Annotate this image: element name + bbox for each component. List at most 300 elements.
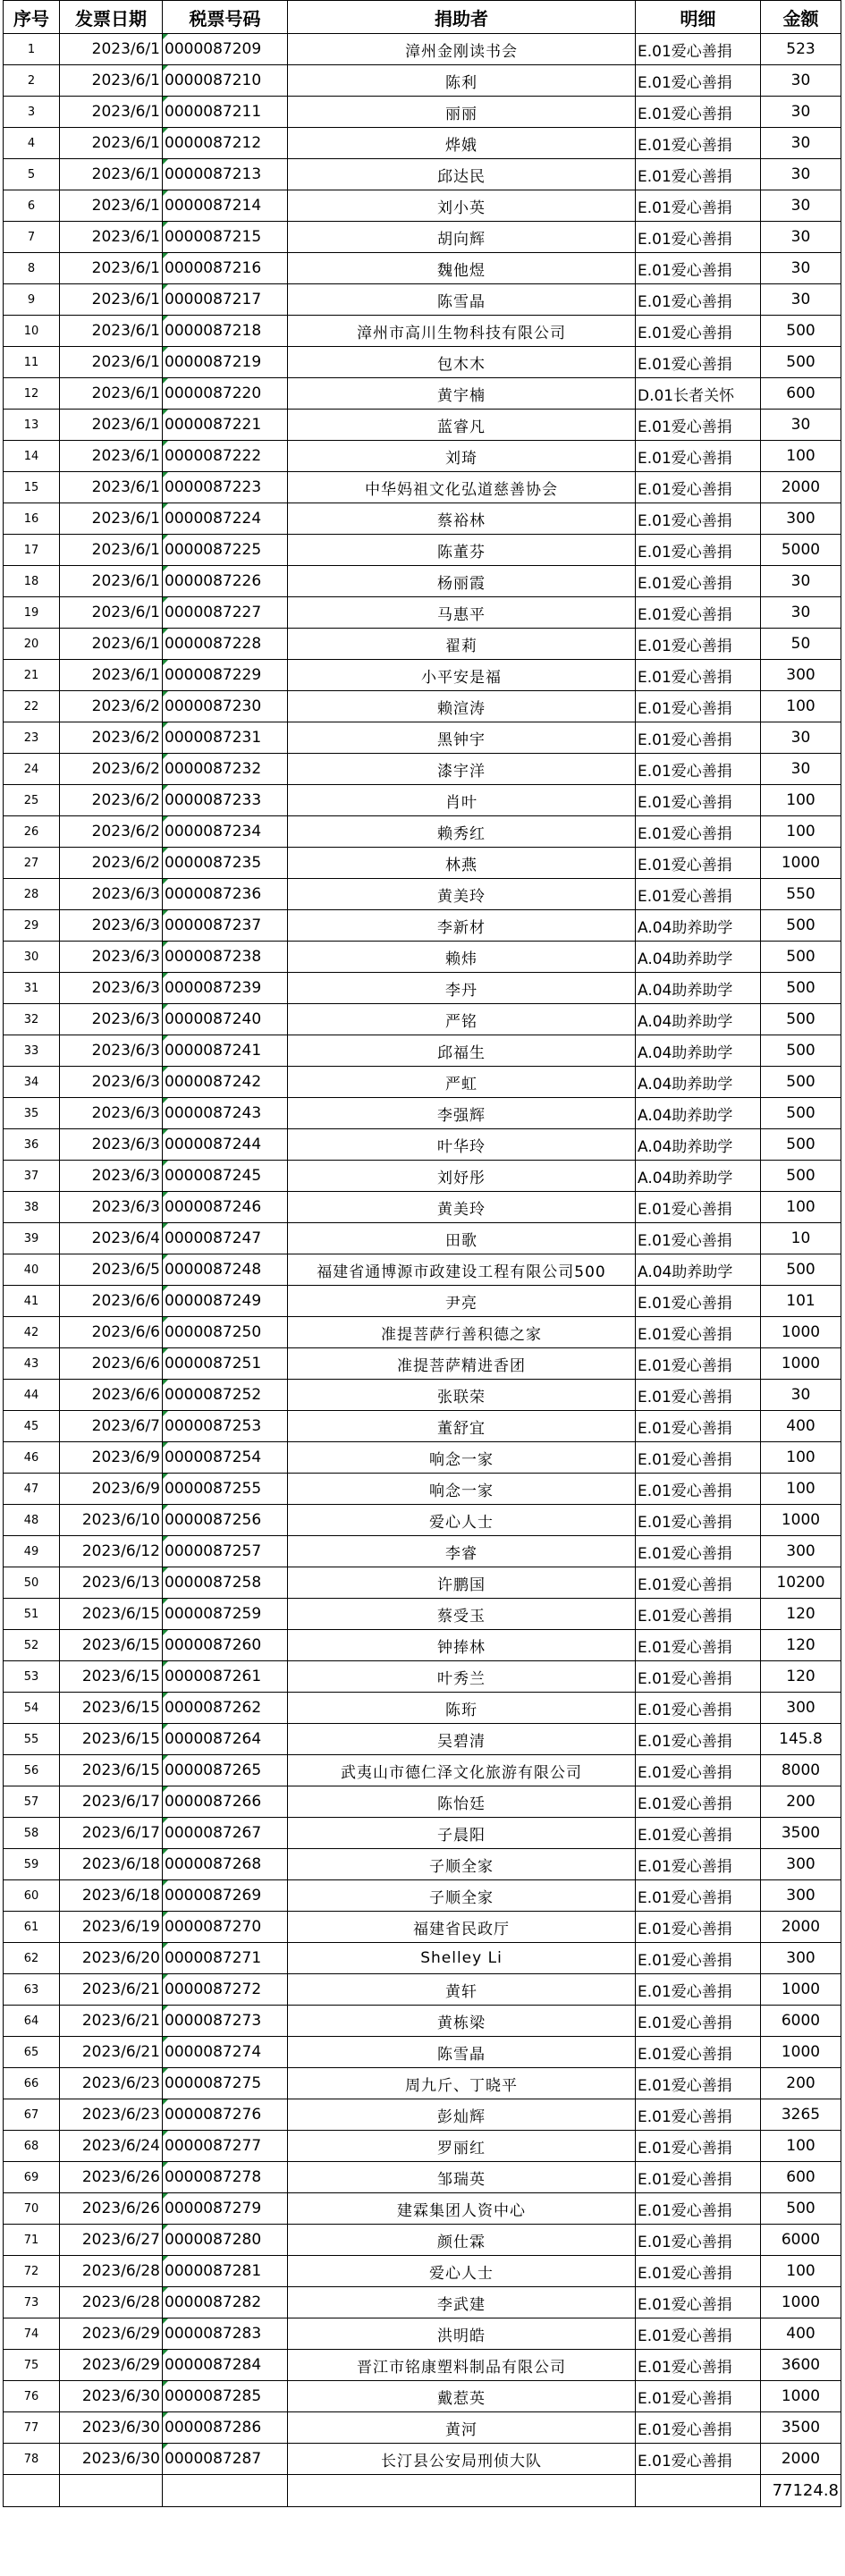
cell-ticket-number: 0000087250 [163, 1317, 288, 1348]
table-row [4, 128, 841, 159]
cell-donor: 田歌 [288, 1223, 636, 1254]
table-row [4, 159, 841, 190]
cell-donor: 罗丽红 [288, 2131, 636, 2162]
cell-amount: 600 [761, 2162, 841, 2193]
cell-amount: 500 [761, 1254, 841, 1286]
table-row [4, 535, 841, 566]
cell-seq: 70 [4, 2193, 60, 2225]
cell-seq: 50 [4, 1567, 60, 1599]
cell-invoice-date: 2023/6/3 [60, 1067, 163, 1098]
cell-detail: E.01爱心善捐 [636, 222, 761, 253]
cell-ticket-number: 0000087219 [163, 347, 288, 378]
cell-invoice-date: 2023/6/3 [60, 1161, 163, 1192]
cell-ticket-number: 0000087280 [163, 2225, 288, 2256]
cell-ticket-number: 0000087252 [163, 1380, 288, 1411]
table-header [4, 1, 841, 34]
cell-detail: E.01爱心善捐 [636, 1849, 761, 1880]
cell-donor: 马惠平 [288, 597, 636, 629]
cell-amount: 500 [761, 2193, 841, 2225]
cell-ticket-number: 0000087255 [163, 1474, 288, 1505]
table-row [4, 2318, 841, 2350]
cell-ticket-number: 0000087287 [163, 2444, 288, 2475]
cell-invoice-date: 2023/6/2 [60, 722, 163, 754]
total-empty-cell [60, 2475, 163, 2507]
cell-amount: 200 [761, 2068, 841, 2099]
cell-donor: 颜仕霖 [288, 2225, 636, 2256]
cell-seq: 76 [4, 2381, 60, 2412]
cell-invoice-date: 2023/6/21 [60, 1974, 163, 2006]
cell-ticket-number: 0000087231 [163, 722, 288, 754]
cell-donor: 邱达民 [288, 159, 636, 190]
cell-ticket-number: 0000087229 [163, 660, 288, 691]
table-row [4, 2162, 841, 2193]
cell-ticket-number: 0000087267 [163, 1818, 288, 1849]
cell-ticket-number: 0000087233 [163, 785, 288, 816]
cell-ticket-number: 0000087284 [163, 2350, 288, 2381]
header-seq: 序号 [4, 1, 60, 34]
cell-invoice-date: 2023/6/15 [60, 1755, 163, 1786]
cell-donor: 准提菩萨行善积德之家 [288, 1317, 636, 1348]
cell-amount: 500 [761, 347, 841, 378]
cell-donor: 黄宇楠 [288, 378, 636, 410]
cell-invoice-date: 2023/6/6 [60, 1286, 163, 1317]
table-row [4, 1912, 841, 1943]
cell-amount: 500 [761, 910, 841, 942]
cell-detail: E.01爱心善捐 [636, 316, 761, 347]
table-row [4, 1348, 841, 1380]
cell-amount: 2000 [761, 2444, 841, 2475]
cell-amount: 120 [761, 1661, 841, 1693]
cell-seq: 67 [4, 2099, 60, 2131]
cell-amount: 30 [761, 159, 841, 190]
cell-donor: 黄美玲 [288, 879, 636, 910]
table-row [4, 2037, 841, 2068]
cell-detail: E.01爱心善捐 [636, 1505, 761, 1536]
cell-seq: 41 [4, 1286, 60, 1317]
cell-amount: 300 [761, 1693, 841, 1724]
cell-invoice-date: 2023/6/6 [60, 1317, 163, 1348]
cell-detail: A.04助养助学 [636, 973, 761, 1004]
table-row [4, 597, 841, 629]
cell-donor: 丽丽 [288, 97, 636, 128]
cell-invoice-date: 2023/6/13 [60, 1567, 163, 1599]
cell-invoice-date: 2023/6/9 [60, 1474, 163, 1505]
table-row [4, 1536, 841, 1567]
table-row [4, 722, 841, 754]
cell-detail: E.01爱心善捐 [636, 2350, 761, 2381]
cell-seq: 38 [4, 1192, 60, 1223]
cell-detail: E.01爱心善捐 [636, 1724, 761, 1755]
cell-donor: 洪明皓 [288, 2318, 636, 2350]
cell-seq: 44 [4, 1380, 60, 1411]
cell-donor: 尹亮 [288, 1286, 636, 1317]
cell-invoice-date: 2023/6/2 [60, 754, 163, 785]
cell-detail: E.01爱心善捐 [636, 879, 761, 910]
cell-seq: 51 [4, 1599, 60, 1630]
cell-invoice-date: 2023/6/1 [60, 347, 163, 378]
cell-detail: E.01爱心善捐 [636, 2162, 761, 2193]
cell-donor: 黄轩 [288, 1974, 636, 2006]
cell-ticket-number: 0000087240 [163, 1004, 288, 1035]
cell-donor: 魏他煜 [288, 253, 636, 284]
cell-detail: E.01爱心善捐 [636, 566, 761, 597]
table-footer [4, 2475, 841, 2507]
table-row [4, 2256, 841, 2287]
cell-seq: 14 [4, 441, 60, 472]
cell-ticket-number: 0000087228 [163, 629, 288, 660]
table-row [4, 2006, 841, 2037]
cell-detail: E.01爱心善捐 [636, 347, 761, 378]
cell-seq: 36 [4, 1129, 60, 1161]
cell-invoice-date: 2023/6/28 [60, 2256, 163, 2287]
cell-donor: 福建省民政厅 [288, 1912, 636, 1943]
cell-seq: 55 [4, 1724, 60, 1755]
cell-amount: 2000 [761, 1912, 841, 1943]
cell-invoice-date: 2023/6/15 [60, 1630, 163, 1661]
table-row [4, 566, 841, 597]
cell-donor: 李武建 [288, 2287, 636, 2318]
cell-detail: E.01爱心善捐 [636, 2131, 761, 2162]
table-row [4, 441, 841, 472]
cell-ticket-number: 0000087214 [163, 190, 288, 222]
cell-detail: A.04助养助学 [636, 1161, 761, 1192]
table-row [4, 2099, 841, 2131]
table-row [4, 629, 841, 660]
cell-donor: Shelley Li [288, 1943, 636, 1974]
cell-amount: 600 [761, 378, 841, 410]
cell-donor: 李强辉 [288, 1098, 636, 1129]
cell-amount: 2000 [761, 472, 841, 503]
cell-donor: 胡向辉 [288, 222, 636, 253]
cell-amount: 500 [761, 942, 841, 973]
table-row [4, 2131, 841, 2162]
cell-donor: 邹瑞英 [288, 2162, 636, 2193]
table-row [4, 848, 841, 879]
cell-amount: 100 [761, 1474, 841, 1505]
table-row [4, 2225, 841, 2256]
cell-donor: 蓝睿凡 [288, 410, 636, 441]
table-row [4, 1786, 841, 1818]
cell-invoice-date: 2023/6/29 [60, 2350, 163, 2381]
cell-invoice-date: 2023/6/30 [60, 2412, 163, 2444]
cell-detail: E.01爱心善捐 [636, 691, 761, 722]
cell-ticket-number: 0000087217 [163, 284, 288, 316]
cell-detail: E.01爱心善捐 [636, 2412, 761, 2444]
cell-detail: E.01爱心善捐 [636, 2381, 761, 2412]
cell-seq: 73 [4, 2287, 60, 2318]
cell-detail: E.01爱心善捐 [636, 754, 761, 785]
cell-invoice-date: 2023/6/15 [60, 1693, 163, 1724]
table-row [4, 1286, 841, 1317]
cell-invoice-date: 2023/6/28 [60, 2287, 163, 2318]
cell-amount: 30 [761, 253, 841, 284]
cell-amount: 1000 [761, 1974, 841, 2006]
cell-detail: E.01爱心善捐 [636, 2225, 761, 2256]
total-empty-cell [636, 2475, 761, 2507]
cell-ticket-number: 0000087227 [163, 597, 288, 629]
cell-donor: 漆宇洋 [288, 754, 636, 785]
cell-detail: E.01爱心善捐 [636, 1348, 761, 1380]
table-row [4, 1129, 841, 1161]
cell-seq: 10 [4, 316, 60, 347]
cell-donor: 刘妤彤 [288, 1161, 636, 1192]
cell-ticket-number: 0000087273 [163, 2006, 288, 2037]
cell-donor: 张联荣 [288, 1380, 636, 1411]
cell-invoice-date: 2023/6/12 [60, 1536, 163, 1567]
table-row [4, 316, 841, 347]
cell-seq: 66 [4, 2068, 60, 2099]
cell-donor: 林燕 [288, 848, 636, 879]
cell-donor: 蔡受玉 [288, 1599, 636, 1630]
cell-invoice-date: 2023/6/21 [60, 2006, 163, 2037]
cell-seq: 26 [4, 816, 60, 848]
cell-seq: 42 [4, 1317, 60, 1348]
cell-invoice-date: 2023/6/15 [60, 1724, 163, 1755]
cell-donor: 爱心人士 [288, 1505, 636, 1536]
cell-amount: 3600 [761, 2350, 841, 2381]
cell-detail: A.04助养助学 [636, 1035, 761, 1067]
cell-ticket-number: 0000087232 [163, 754, 288, 785]
cell-invoice-date: 2023/6/30 [60, 2381, 163, 2412]
cell-donor: 李睿 [288, 1536, 636, 1567]
cell-seq: 9 [4, 284, 60, 316]
cell-seq: 65 [4, 2037, 60, 2068]
table-row [4, 378, 841, 410]
cell-invoice-date: 2023/6/27 [60, 2225, 163, 2256]
cell-donor: 漳州金刚读书会 [288, 34, 636, 65]
cell-detail: E.01爱心善捐 [636, 190, 761, 222]
cell-ticket-number: 0000087225 [163, 535, 288, 566]
cell-amount: 500 [761, 1161, 841, 1192]
cell-amount: 1000 [761, 2287, 841, 2318]
cell-invoice-date: 2023/6/4 [60, 1223, 163, 1254]
cell-invoice-date: 2023/6/1 [60, 597, 163, 629]
cell-donor: 响念一家 [288, 1442, 636, 1474]
cell-detail: A.04助养助学 [636, 942, 761, 973]
cell-detail: E.01爱心善捐 [636, 128, 761, 159]
cell-seq: 69 [4, 2162, 60, 2193]
cell-ticket-number: 0000087282 [163, 2287, 288, 2318]
cell-detail: E.01爱心善捐 [636, 1567, 761, 1599]
cell-ticket-number: 0000087249 [163, 1286, 288, 1317]
cell-seq: 18 [4, 566, 60, 597]
table-row [4, 1411, 841, 1442]
cell-invoice-date: 2023/6/29 [60, 2318, 163, 2350]
cell-detail: E.01爱心善捐 [636, 503, 761, 535]
total-empty-cell [163, 2475, 288, 2507]
cell-invoice-date: 2023/6/10 [60, 1505, 163, 1536]
cell-detail: E.01爱心善捐 [636, 660, 761, 691]
cell-ticket-number: 0000087265 [163, 1755, 288, 1786]
cell-ticket-number: 0000087238 [163, 942, 288, 973]
cell-detail: E.01爱心善捐 [636, 535, 761, 566]
table-row [4, 942, 841, 973]
cell-donor: 刘琦 [288, 441, 636, 472]
cell-invoice-date: 2023/6/23 [60, 2068, 163, 2099]
table-row [4, 1693, 841, 1724]
cell-invoice-date: 2023/6/3 [60, 1035, 163, 1067]
cell-amount: 550 [761, 879, 841, 910]
cell-ticket-number: 0000087261 [163, 1661, 288, 1693]
header-amount: 金额 [761, 1, 841, 34]
cell-detail: E.01爱心善捐 [636, 629, 761, 660]
cell-seq: 1 [4, 34, 60, 65]
table-row [4, 222, 841, 253]
table-row [4, 785, 841, 816]
cell-detail: E.01爱心善捐 [636, 816, 761, 848]
cell-amount: 500 [761, 1004, 841, 1035]
table-row [4, 691, 841, 722]
cell-seq: 57 [4, 1786, 60, 1818]
cell-detail: E.01爱心善捐 [636, 2037, 761, 2068]
cell-ticket-number: 0000087278 [163, 2162, 288, 2193]
cell-detail: E.01爱心善捐 [636, 284, 761, 316]
cell-invoice-date: 2023/6/2 [60, 816, 163, 848]
table-row [4, 816, 841, 848]
table-row [4, 1505, 841, 1536]
cell-seq: 48 [4, 1505, 60, 1536]
cell-amount: 30 [761, 97, 841, 128]
cell-amount: 500 [761, 316, 841, 347]
cell-invoice-date: 2023/6/21 [60, 2037, 163, 2068]
cell-ticket-number: 0000087268 [163, 1849, 288, 1880]
table-row [4, 2381, 841, 2412]
table-row [4, 503, 841, 535]
cell-amount: 100 [761, 1192, 841, 1223]
cell-seq: 39 [4, 1223, 60, 1254]
cell-detail: A.04助养助学 [636, 1067, 761, 1098]
table-row [4, 1317, 841, 1348]
table-row [4, 1849, 841, 1880]
cell-ticket-number: 0000087248 [163, 1254, 288, 1286]
cell-seq: 49 [4, 1536, 60, 1567]
cell-donor: 严虹 [288, 1067, 636, 1098]
cell-ticket-number: 0000087253 [163, 1411, 288, 1442]
cell-detail: E.01爱心善捐 [636, 1380, 761, 1411]
cell-donor: 武夷山市德仁泽文化旅游有限公司 [288, 1755, 636, 1786]
cell-invoice-date: 2023/6/1 [60, 629, 163, 660]
cell-amount: 8000 [761, 1755, 841, 1786]
cell-invoice-date: 2023/6/9 [60, 1442, 163, 1474]
cell-donor: 子晨阳 [288, 1818, 636, 1849]
cell-amount: 1000 [761, 2381, 841, 2412]
cell-invoice-date: 2023/6/3 [60, 1098, 163, 1129]
cell-detail: E.01爱心善捐 [636, 97, 761, 128]
cell-seq: 71 [4, 2225, 60, 2256]
cell-donor: 钟捧林 [288, 1630, 636, 1661]
cell-seq: 58 [4, 1818, 60, 1849]
cell-seq: 62 [4, 1943, 60, 1974]
cell-amount: 100 [761, 691, 841, 722]
cell-amount: 500 [761, 1035, 841, 1067]
cell-ticket-number: 0000087243 [163, 1098, 288, 1129]
total-empty-cell [288, 2475, 636, 2507]
cell-donor: 邱福生 [288, 1035, 636, 1067]
cell-seq: 12 [4, 378, 60, 410]
cell-amount: 300 [761, 1536, 841, 1567]
cell-detail: D.01长者关怀 [636, 378, 761, 410]
cell-amount: 300 [761, 1849, 841, 1880]
cell-detail: E.01爱心善捐 [636, 848, 761, 879]
cell-ticket-number: 0000087275 [163, 2068, 288, 2099]
cell-seq: 19 [4, 597, 60, 629]
cell-amount: 120 [761, 1630, 841, 1661]
cell-invoice-date: 2023/6/2 [60, 691, 163, 722]
header-invoice-date: 发票日期 [60, 1, 163, 34]
cell-donor: 陈董芬 [288, 535, 636, 566]
cell-detail: E.01爱心善捐 [636, 410, 761, 441]
cell-detail: E.01爱心善捐 [636, 1818, 761, 1849]
cell-donor: 建霖集团人资中心 [288, 2193, 636, 2225]
cell-seq: 25 [4, 785, 60, 816]
cell-seq: 27 [4, 848, 60, 879]
cell-donor: 董舒宜 [288, 1411, 636, 1442]
cell-donor: 长汀县公安局刑侦大队 [288, 2444, 636, 2475]
cell-amount: 500 [761, 1098, 841, 1129]
cell-donor: 包木木 [288, 347, 636, 378]
cell-seq: 2 [4, 65, 60, 97]
donation-ledger-table [3, 0, 841, 2507]
table-row [4, 754, 841, 785]
cell-invoice-date: 2023/6/7 [60, 1411, 163, 1442]
cell-seq: 78 [4, 2444, 60, 2475]
cell-donor: 黄美玲 [288, 1192, 636, 1223]
cell-seq: 5 [4, 159, 60, 190]
cell-detail: E.01爱心善捐 [636, 441, 761, 472]
table-row [4, 2444, 841, 2475]
cell-invoice-date: 2023/6/1 [60, 660, 163, 691]
cell-seq: 3 [4, 97, 60, 128]
cell-ticket-number: 0000087257 [163, 1536, 288, 1567]
cell-donor: 李新材 [288, 910, 636, 942]
cell-invoice-date: 2023/6/1 [60, 503, 163, 535]
cell-seq: 13 [4, 410, 60, 441]
cell-ticket-number: 0000087237 [163, 910, 288, 942]
cell-donor: 黄河 [288, 2412, 636, 2444]
cell-seq: 47 [4, 1474, 60, 1505]
cell-ticket-number: 0000087235 [163, 848, 288, 879]
table-row [4, 660, 841, 691]
cell-detail: E.01爱心善捐 [636, 1286, 761, 1317]
cell-amount: 10 [761, 1223, 841, 1254]
cell-seq: 28 [4, 879, 60, 910]
cell-invoice-date: 2023/6/24 [60, 2131, 163, 2162]
cell-donor: 黄栋梁 [288, 2006, 636, 2037]
table-row [4, 2193, 841, 2225]
cell-invoice-date: 2023/6/1 [60, 128, 163, 159]
cell-seq: 59 [4, 1849, 60, 1880]
table-row [4, 1599, 841, 1630]
cell-amount: 400 [761, 1411, 841, 1442]
cell-invoice-date: 2023/6/1 [60, 34, 163, 65]
cell-amount: 500 [761, 1129, 841, 1161]
cell-invoice-date: 2023/6/3 [60, 879, 163, 910]
cell-ticket-number: 0000087242 [163, 1067, 288, 1098]
cell-amount: 3500 [761, 1818, 841, 1849]
cell-donor: 响念一家 [288, 1474, 636, 1505]
cell-detail: E.01爱心善捐 [636, 2444, 761, 2475]
cell-detail: E.01爱心善捐 [636, 1880, 761, 1912]
cell-amount: 30 [761, 1380, 841, 1411]
cell-invoice-date: 2023/6/5 [60, 1254, 163, 1286]
cell-invoice-date: 2023/6/2 [60, 785, 163, 816]
cell-detail: E.01爱心善捐 [636, 2006, 761, 2037]
cell-invoice-date: 2023/6/1 [60, 410, 163, 441]
cell-ticket-number: 0000087256 [163, 1505, 288, 1536]
cell-amount: 523 [761, 34, 841, 65]
cell-donor: 刘小英 [288, 190, 636, 222]
cell-ticket-number: 0000087215 [163, 222, 288, 253]
